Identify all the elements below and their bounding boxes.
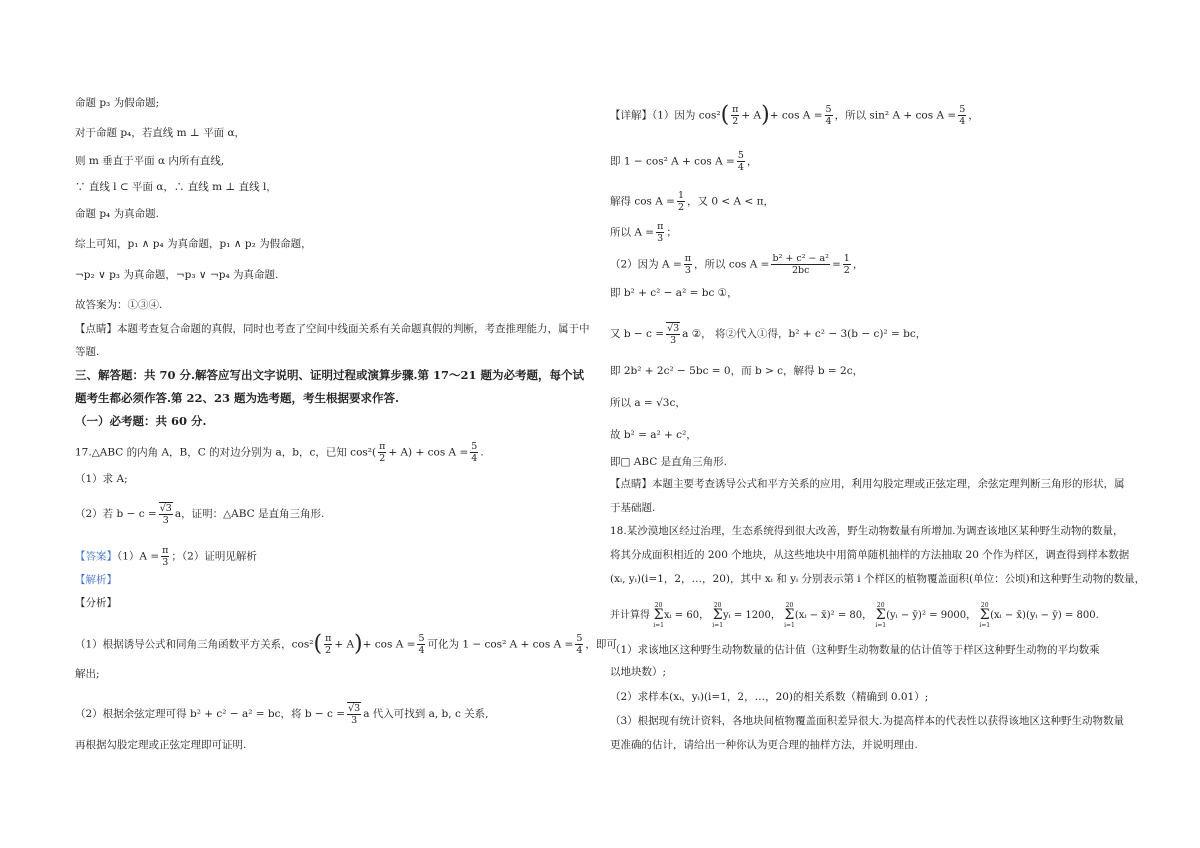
sums-text: xᵢ = 60，: [663, 610, 710, 621]
q17-2-text: （2）若 b − c =: [75, 508, 157, 520]
text-line: （1）求该地区这种野生动物数量的估计值（这种野生动物数量的估计值等于样区这种野生动物的平均数乘: [610, 644, 1100, 656]
fraction: [161, 545, 169, 568]
text-line: 于基础题.: [610, 502, 656, 514]
analysis-text: ，即可: [585, 638, 617, 651]
frac-den: 4: [737, 162, 744, 173]
detail-text: ，: [746, 155, 758, 168]
detail-text: ；: [666, 226, 677, 239]
detail-text: （2）因为 A =: [610, 258, 682, 271]
sigma-icon: 20 Σ i=1: [875, 602, 887, 629]
frac-num: 5: [576, 633, 583, 644]
text-line: 故 b² = a² + c²，: [610, 429, 697, 441]
fraction: [324, 633, 332, 656]
sums-text: 并计算得: [610, 610, 650, 621]
fraction: [843, 253, 851, 276]
frac-den: 3: [657, 233, 664, 244]
text-line: 【点睛】本题考查复合命题的真假，同时也考查了空间中线面关系有关命题真假的判断，考查推理能力，属于中: [75, 323, 590, 335]
frac-den: 2: [843, 265, 850, 276]
frac-den: 3: [670, 335, 677, 346]
paren-open: (: [720, 102, 730, 128]
analysis-line-2: [75, 702, 489, 726]
text-line: 命题 p₃ 为假命题;: [75, 97, 160, 109]
frac-num: π: [657, 221, 664, 232]
fraction: [771, 253, 830, 276]
frac-num: 1: [843, 253, 850, 264]
fraction: [575, 633, 583, 656]
text-line: 命题 p₄ 为真命题.: [75, 208, 159, 220]
detail-text: 又 b − c =: [610, 328, 665, 340]
frac-num: 1: [677, 190, 685, 201]
fraction: [378, 441, 386, 464]
detail-line-3: [610, 190, 774, 213]
text-line: 再根据勾股定理或正弦定理即可证明.: [75, 739, 247, 751]
frac-num: √3: [159, 503, 172, 514]
text-line: 故答案为：①③④.: [75, 299, 163, 311]
fraction: [159, 502, 173, 526]
text-line: 综上可知，p₁ ∧ p₄ 为真命题，p₁ ∧ p₂ 为假命题，: [75, 238, 312, 250]
q17-2-text: a，证明：△ABC 是直角三角形.: [174, 508, 325, 520]
text-line: ¬p₂ ∨ p₃ 为真命题，¬p₃ ∨ ¬p₄ 为真命题.: [75, 269, 279, 281]
fraction: [684, 253, 692, 276]
paren-open: (: [313, 631, 323, 657]
q17-text: 17.△ABC 的内角 A，B，C 的对边分别为 a，b，c，已知 cos²(: [75, 446, 377, 459]
frac-num: π: [379, 441, 386, 452]
sums-line: [610, 602, 1099, 629]
detail-line-7: [610, 322, 926, 346]
frac-den: 2: [325, 645, 332, 656]
detail-line-1: [610, 104, 979, 127]
frac-num: π: [684, 253, 691, 264]
frac-den: 2: [677, 202, 685, 213]
question-17-part-2: [75, 502, 324, 526]
analysis-line-1: [75, 633, 617, 656]
detail-text: ，又 0 < A < π，: [687, 195, 774, 208]
detail-text: + cos A =: [769, 109, 823, 122]
sigma-bottom: i=1: [712, 622, 724, 629]
detail-text: a ②， 将②代入①得，b² + c² − 3(b − c)² = bc，: [682, 328, 927, 340]
sigma-top: 20: [713, 602, 722, 609]
sums-text: (xᵢ − x̄)(yᵢ − ȳ) = 800.: [990, 610, 1099, 621]
text-line: 【点睛】本题主要考查诱导公式和平方关系的应用，利用勾股定理或正弦定理，余弦定理判断三角形的形状，属: [610, 478, 1125, 490]
frac-num: 5: [471, 441, 478, 452]
analysis-text: （2）根据余弦定理可得 b² + c² − a² = bc，将 b − c =: [75, 708, 346, 720]
text-line: 所以 a = √3c，: [610, 397, 686, 409]
frac-num: 5: [825, 104, 832, 115]
text-line: 解出;: [75, 668, 100, 680]
sigma-top: 20: [876, 602, 885, 609]
sums-text: yᵢ = 1200，: [723, 610, 781, 621]
detail-text: 解得 cos A =: [610, 195, 675, 208]
text-line: 以地块数）;: [610, 666, 667, 678]
frac-den: 3: [162, 557, 169, 568]
question-18: 18.某沙漠地区经过治理，生态系统得到很大改善，野生动物数量有所增加.为调查该地区某种野生动物的数量，: [610, 525, 1124, 537]
frac-den: 4: [825, 116, 832, 127]
sigma-bottom: i=1: [875, 622, 887, 629]
sigma-icon: 20 Σ i=1: [784, 602, 795, 629]
text-line: (xᵢ, yᵢ)(i=1，2，…，20)，其中 xᵢ 和 yᵢ 分别表示第 i 个样区的植物覆盖面积(单位：公顷)和这种野生动物的数量，: [610, 573, 1146, 585]
plus-a: + A: [334, 638, 355, 651]
fraction: [666, 322, 680, 346]
paren-close: ): [761, 102, 770, 128]
text-line: （3）根据现有统计资料，各地块间植物覆盖面积差异很大.为提高样本的代表性以获得该地区这种野生动物数量: [610, 715, 1125, 727]
section-heading: （一）必考题：共 60 分.: [75, 414, 207, 428]
paren-close: ): [354, 631, 363, 657]
q17-text: + A) + cos A =: [388, 446, 469, 459]
detail-text: 【详解】（1）因为 cos²: [610, 109, 721, 122]
fraction: [958, 104, 966, 127]
analysis-text: + cos A =: [362, 638, 416, 651]
text-line: 更准确的估计，请给出一种你认为更合理的抽样方法，并说明理由.: [610, 739, 918, 751]
fraction: [470, 441, 478, 464]
detail-text: ，所以 sin² A + cos A =: [834, 109, 957, 122]
frac-den: 4: [959, 116, 966, 127]
text-line: 即 2b² + 2c² − 5bc = 0，而 b > c，解得 b = 2c，: [610, 365, 864, 377]
sigma-bottom: i=1: [979, 622, 991, 629]
frac-den: 2: [732, 116, 739, 127]
frac-den: 3: [351, 715, 358, 726]
sigma-bottom: i=1: [653, 622, 664, 629]
question-17: 17.△ABC 的内角 A，B，C 的对边分别为 a，b，c，已知 cos²( $\frac{\pi}{2}$ + A) + cos A = $\frac{5}{4}$ .: [75, 441, 484, 464]
text-line: （2）求样本(xᵢ，yᵢ)(i=1，2，…，20)的相关系数（精确到 0.01）;: [610, 691, 929, 703]
sums-text: (xᵢ − x̄)² = 80，: [794, 610, 873, 621]
frac-num: √3: [667, 323, 680, 334]
frac-den: 3: [162, 515, 169, 526]
frac-den: 2bc: [792, 265, 810, 276]
frac-num: π: [162, 545, 169, 556]
answer-text: （1）A =: [117, 550, 160, 563]
section-heading: 题考生都必须作答.第 22、23 题为选考题，考生根据要求作答.: [75, 391, 400, 405]
frac-num: π: [732, 104, 739, 115]
text-line: 即 b² + c² − a² = bc ①，: [610, 287, 738, 299]
analysis-text: 可化为 1 − cos² A + cos A =: [427, 638, 574, 651]
analysis-text: （1）根据诱导公式和同角三角函数平方关系，cos²: [75, 638, 314, 651]
text-line: 将其分成面积相近的 200 个地块，从这些地块中用简单随机抽样的方法抽取 20 个作为样区，调查得到样本数据: [610, 549, 1130, 561]
answer-line: [75, 545, 257, 568]
sigma-icon: 20 Σ i=1: [712, 602, 724, 629]
fraction: [677, 190, 685, 213]
sigma-icon: 20 Σ i=1: [979, 602, 991, 629]
sigma-top: 20: [980, 602, 989, 609]
text-line: ∵ 直线 l ⊂ 平面 α，∴ 直线 m ⊥ 直线 l，: [75, 181, 277, 193]
text-line: 即□ ABC 是直角三角形.: [610, 456, 727, 468]
plus-a: + A: [741, 109, 762, 122]
frac-num: √3: [348, 703, 361, 714]
detail-text: ，: [968, 109, 979, 122]
fraction: [731, 104, 739, 127]
fraction: [347, 702, 361, 726]
fraction: [737, 150, 745, 173]
text-line: 对于命题 p₄，若直线 m ⊥ 平面 α，: [75, 127, 246, 139]
text-line: 【分析】: [75, 597, 117, 609]
frac-den: 4: [576, 645, 583, 656]
answer-tag: 【答案】: [75, 550, 117, 563]
fraction: [656, 221, 664, 244]
detail-line-4: [610, 221, 677, 244]
detail-text: ，所以 cos A =: [694, 258, 770, 271]
text-line: （1）求 A;: [75, 473, 128, 485]
frac-num: 5: [737, 150, 744, 161]
analysis-tag: 【解析】: [75, 574, 117, 586]
sigma-top: 20: [785, 602, 794, 609]
text-line: 等题.: [75, 346, 100, 358]
frac-num: 5: [418, 633, 425, 644]
analysis-text: a 代入可找到 a, b, c 关系,: [363, 708, 489, 720]
sigma-icon: 20 Σ i=1: [653, 602, 664, 629]
frac-num: π: [325, 633, 332, 644]
detail-line-5: （2）因为 A = $\frac{\pi}{3}$ ，所以 cos A = $\frac{\text{b² + c² − a²}}{2bc}$ = $\frac{1}{2}$ ，: [610, 253, 864, 276]
detail-text: 所以 A =: [610, 226, 655, 239]
frac-den: 4: [418, 645, 425, 656]
answer-text: ；（2）证明见解析: [171, 550, 257, 563]
sigma-bottom: i=1: [784, 622, 795, 629]
detail-line-2: [610, 150, 757, 173]
sigma-top: 20: [654, 602, 663, 609]
fraction: [825, 104, 833, 127]
frac-num: 5: [959, 104, 966, 115]
detail-text: 即 1 − cos² A + cos A =: [610, 155, 735, 168]
sums-text: (yᵢ − ȳ)² = 9000，: [886, 610, 977, 621]
frac-num: b² + c² − a²: [772, 253, 829, 264]
text-line: 则 m 垂直于平面 α 内所有直线,: [75, 155, 225, 167]
fraction: [417, 633, 425, 656]
frac-den: 2: [379, 453, 386, 464]
detail-text: ，: [852, 258, 864, 271]
frac-den: 3: [684, 265, 691, 276]
section-heading: 三、解答题：共 70 分.解答应写出文字说明、证明过程或演算步骤.第 17～21 题为必考题，每个试: [75, 368, 585, 382]
frac-den: 4: [471, 453, 478, 464]
